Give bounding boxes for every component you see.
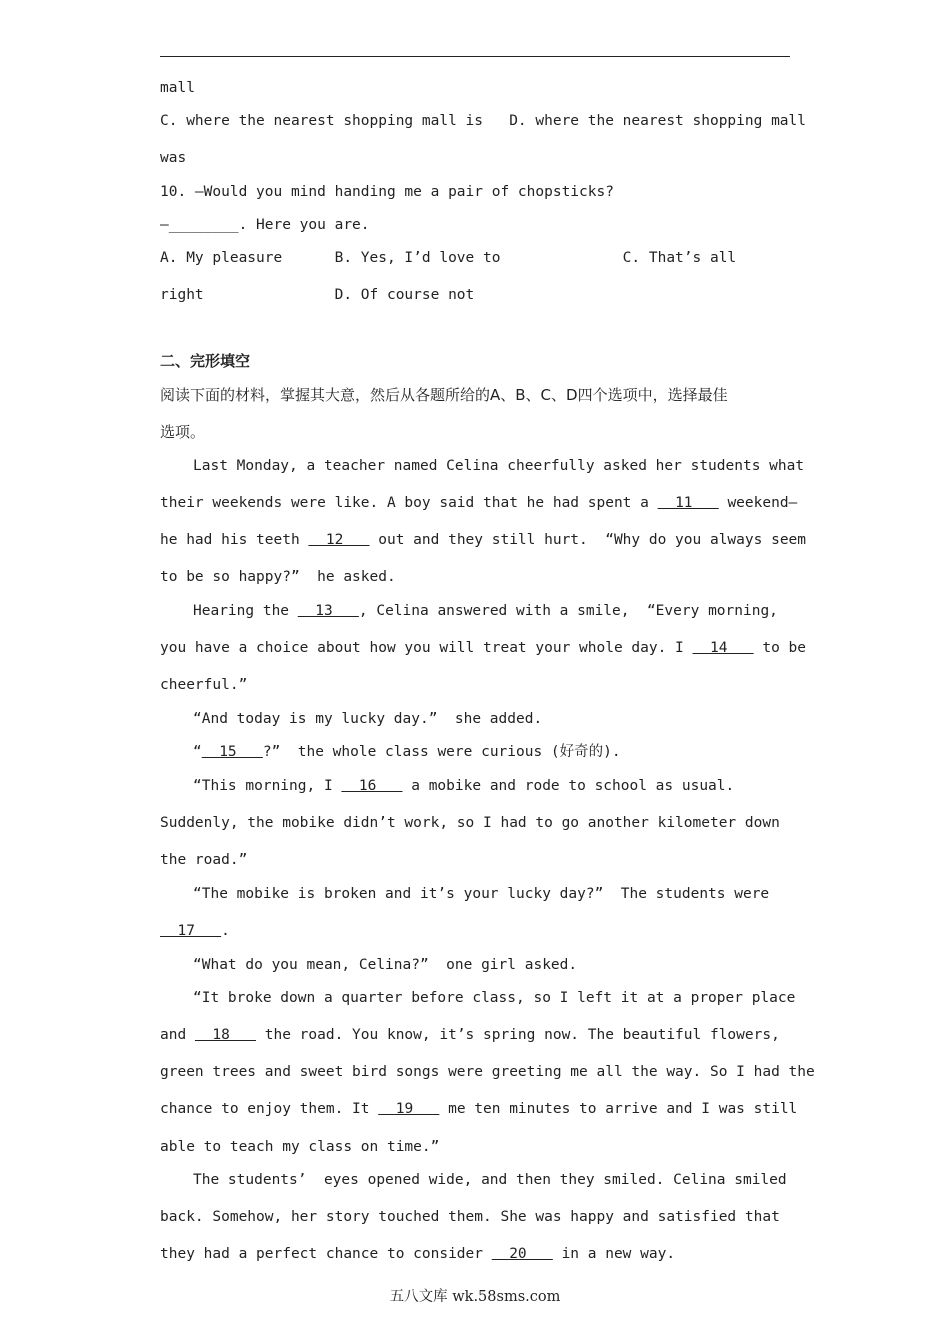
blank-18: 18 — [194, 1027, 257, 1043]
blank-13: 13 — [297, 603, 359, 619]
passage-line: “This morning, I 16 a mobike and rode to school as usual. — [193, 778, 735, 794]
passage-line: to be so happy?” he asked. — [160, 569, 396, 585]
q10-options-d: right D. Of course not — [160, 287, 475, 303]
passage-line: Suddenly, the mobike didn’t work, so I had to go another kilometer down — [160, 815, 780, 831]
passage-line: and 18 the road. You know, it’s spring now. The beautiful flowers, — [160, 1027, 780, 1043]
passage-line: Hearing the 13 , Celina answered with a smile, “Every morning, — [193, 603, 778, 619]
passage-line: The students’ eyes opened wide, and then they smiled. Celina smiled — [193, 1172, 787, 1188]
q9-tail: mall — [160, 80, 195, 96]
passage-line: able to teach my class on time.” — [160, 1139, 440, 1155]
passage-line: “And today is my lucky day.” she added. — [193, 711, 543, 727]
q9-options-cd: C. where the nearest shopping mall is D. where the nearest shopping mall — [160, 113, 807, 129]
blank-20: 20 — [491, 1246, 553, 1262]
q10-blank-line: —________. Here you are. — [160, 217, 370, 233]
passage-line: the road.” — [160, 852, 248, 868]
passage-line: you have a choice about how you will treat your whole day. I 14 to be — [160, 640, 807, 656]
section-instruction-2: 选项。 — [160, 423, 206, 441]
passage-line: cheerful.” — [160, 677, 248, 693]
passage-line: he had his teeth 12 out and they still hurt. “Why do you always seem — [160, 532, 807, 548]
passage-line: their weekends were like. A boy said that he had spent a 11 weekend— — [160, 495, 798, 511]
q10-options-abc: A. My pleasure B. Yes, I’d love to C. That’s all — [160, 250, 737, 266]
blank-11: 11 — [657, 495, 719, 511]
section-heading: 二、完形填空 — [160, 352, 251, 370]
blank-15: 15 — [201, 744, 263, 760]
passage-line: green trees and sweet bird songs were greeting me all the way. So I had the — [160, 1064, 815, 1080]
q10-stem: 10. —Would you mind handing me a pair of chopsticks? — [160, 184, 614, 200]
blank-17: 17 — [160, 923, 222, 939]
passage-line: chance to enjoy them. It 19 me ten minutes to arrive and I was still — [160, 1101, 798, 1117]
passage-line: they had a perfect chance to consider 20 in a new way. — [160, 1246, 676, 1262]
passage-line: “ 15 ?” the whole class were curious (好奇的). — [193, 744, 621, 760]
blank-14: 14 — [692, 640, 754, 656]
blank-12: 12 — [308, 532, 370, 548]
passage-line: back. Somehow, her story touched them. She was happy and satisfied that — [160, 1209, 780, 1225]
passage-line: Last Monday, a teacher named Celina cheerfully asked her students what — [193, 458, 805, 474]
passage-line: 17 . — [160, 923, 230, 939]
blank-19: 19 — [378, 1101, 440, 1117]
passage-line: “The mobike is broken and it’s your lucky day?” The students were — [193, 886, 770, 902]
section-instruction-1: 阅读下面的材料，掌握其大意，然后从各题所给的A、B、C、D四个选项中，选择最佳 — [160, 386, 728, 404]
footer-watermark: 五八文库 wk.58sms.com — [389, 1289, 561, 1305]
q9-tail-2: was — [160, 150, 187, 166]
blank-16: 16 — [341, 778, 403, 794]
passage-line: “It broke down a quarter before class, so I left it at a proper place — [193, 990, 796, 1006]
passage-line: “What do you mean, Celina?” one girl asked. — [193, 957, 578, 973]
header-rule — [160, 56, 790, 57]
